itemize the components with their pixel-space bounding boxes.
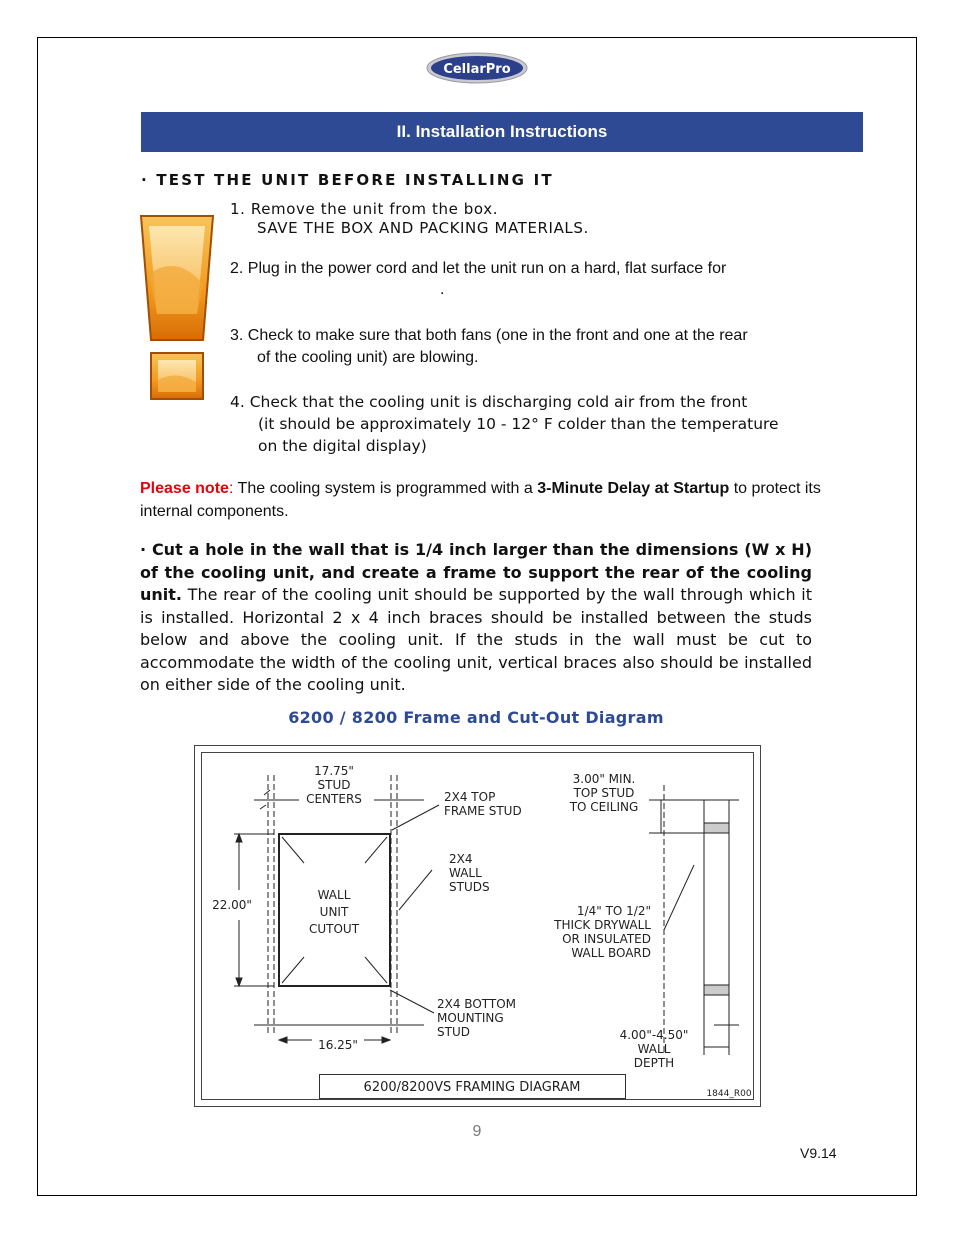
wall-depth-line3: DEPTH [633,1056,675,1070]
diagram-title: 6200 / 8200 Frame and Cut-Out Diagram [288,708,664,727]
bottom-stud-line2: MOUNTING [437,1011,504,1025]
note-text-2: to protect its internal components. [140,480,821,520]
wall-depth-line1: 4.00"-4.50" [619,1028,689,1042]
note-emphasis: 3-Minute Delay at Startup [537,480,730,497]
note-label: Please note [140,480,229,497]
height-dimension: 22.00" [212,898,252,912]
drywall-line3: OR INSULATED [562,932,651,946]
cutout-line3: CUTOUT [308,922,360,936]
note-colon: : [228,480,238,497]
drywall-line2: THICK DRYWALL [554,918,651,932]
step-4 [230,391,779,457]
page-number: 9 [472,1123,482,1140]
step-4-line2: (it should be approximately 10 - 12° F colder than the temperature [258,415,779,433]
wall-studs-line3: STUDS [449,880,490,894]
bottom-stud-line1: 2X4 BOTTOM [437,997,517,1011]
cellarpro-logo [426,52,528,84]
top-stud-line1: 2X4 TOP [444,790,496,804]
logo-text: CellarPro [443,62,511,77]
min-top-line3: TO CEILING [569,800,639,814]
small-glass-icon [150,352,204,400]
step-1-line1: 1. Remove the unit from the box. [230,200,499,218]
wall-studs-line1: 2X4 [449,852,473,866]
section-header: II. Installation Instructions [141,112,863,152]
cutout-line1: WALL [317,888,351,902]
step-4-line3: on the digital display) [258,437,427,455]
step-1-line2: SAVE THE BOX AND PACKING MATERIALS. [257,219,589,237]
min-top-line2: TOP STUD [573,786,635,800]
stud-centers-line3: CENTERS [306,792,362,806]
note-text-1: The cooling system is programmed with a [237,480,538,497]
wall-depth-line2: WALL [637,1042,671,1056]
test-heading: · TEST THE UNIT BEFORE INSTALLING IT [141,171,554,189]
step-2-line1: 2. Plug in the power cord and let the unit run on a hard, flat surface for [230,260,727,277]
min-top-line1: 3.00" MIN. [572,772,636,786]
please-note [140,477,830,523]
diagram-caption: 6200/8200VS FRAMING DIAGRAM [363,1080,581,1095]
cut-hole-paragraph [140,539,812,697]
step-2-trailing-period: . [440,281,445,298]
tall-glass-icon [139,214,215,342]
version-label: V9.14 [800,1145,837,1161]
drywall-line4: WALL BOARD [571,946,651,960]
width-dimension: 16.25" [318,1038,358,1052]
cutout-line2: UNIT [319,905,349,919]
drywall-line1: 1/4" TO 1/2" [576,904,651,918]
cut-hole-text: The rear of the cooling unit should be supported by the wall through which it is installed. Horizontal 2 x 4 inch braces should be installed between the studs below and above the cooling unit. If the studs in the wall must be cut to accommodate the width of the cooling unit, vertical braces also should be installed on either side of the cooling unit. [140,585,812,694]
step-4-line1: 4. Check that the cooling unit is discharging cold air from the front [230,393,748,411]
drawing-number: 1844_R00 [706,1089,752,1099]
cut-hole-bold: · Cut a hole in the wall that is 1/4 inch larger than the dimensions (W x H) of the cooling unit, and create a frame to support the rear of the cooling unit. [140,540,812,604]
stud-centers-line1: 17.75" [314,764,354,778]
step-3-line2: of the cooling unit) are blowing. [257,349,479,366]
framing-diagram [194,745,761,1107]
step-2 [230,258,726,280]
top-stud-line2: FRAME STUD [444,804,522,818]
wall-studs-line2: WALL [449,866,482,880]
step-3-line1: 3. Check to make sure that both fans (one in the front and one at the rear [230,327,748,344]
step-1 [230,200,589,238]
step-3 [230,325,748,369]
bottom-stud-line3: STUD [437,1025,470,1039]
stud-centers-line2: STUD [317,778,351,792]
